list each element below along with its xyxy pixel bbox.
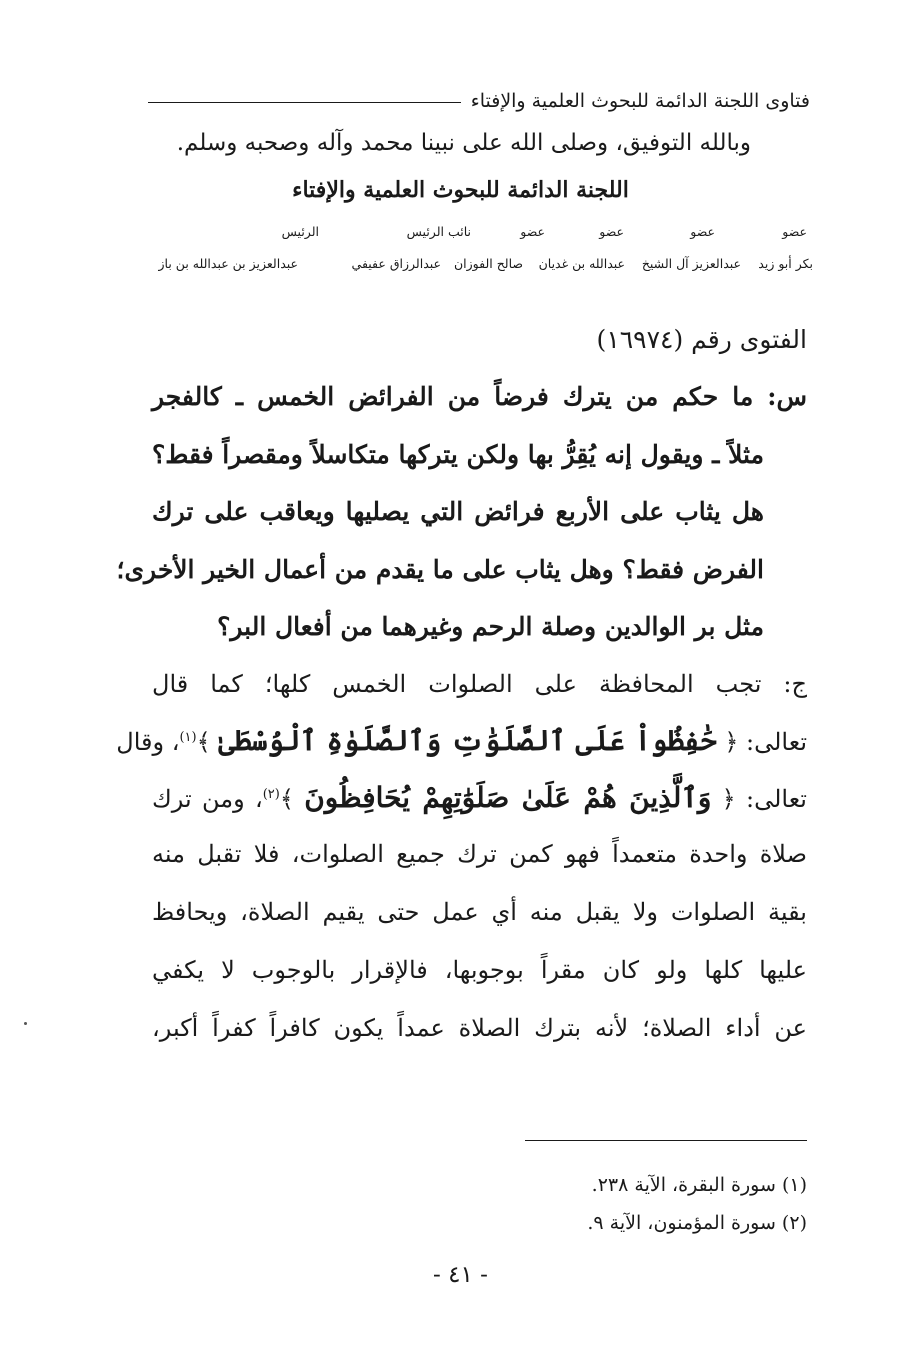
answer-text: تعالى: ﴿ [721,785,807,813]
signatory-name: عبدالعزيز بن عبدالله بن باز [158,256,298,271]
signatory-role: نائب الرئيس [406,224,471,239]
signatory-roles [135,224,807,244]
quran-verse: وَٱلَّذِينَ هُمْ عَلَىٰ صَلَوَٰتِهِمْ يُحَافِظُونَ [304,781,712,814]
closing-sentence: وبالله التوفيق، وصلى الله على نبينا محمد وآله وصحبه وسلم. [176,130,751,156]
answer-line-ayah [116,724,807,757]
question-line: الفرض فقط؟ وهل يثاب على ما يقدم من أعمال الخير الأخرى؛ [116,555,764,584]
signatory-name: عبدالله بن غديان [538,256,625,271]
answer-text: تعالى: ﴿ [724,728,807,756]
footnote-ref: (٢) [262,787,280,802]
signatory-name: بكر أبو زيد [758,256,813,271]
footnote-separator [525,1140,807,1141]
footnote: (١) سورة البقرة، الآية ٢٣٨. [591,1174,807,1196]
running-header [148,86,810,116]
fatwa-number: الفتوى رقم (١٦٩٧٤) [596,325,807,354]
signatory-name: عبدالعزيز آل الشيخ [641,256,741,271]
signatory-name: عبدالرزاق عفيفي [351,256,441,271]
answer-text: ﴾ [196,728,211,756]
signatory-role: عضو [690,224,715,239]
signatory-names [113,256,813,276]
header-rule [148,102,461,103]
quran-verse: حَٰفِظُواْ عَلَى ٱلصَّلَوَٰتِ وَٱلصَّلَوٰةِ ٱلْوُسْطَىٰ [218,724,717,757]
committee-name: اللجنة الدائمة للبحوث العلمية والإفتاء [292,177,629,203]
answer-line: عليها كلها ولو كان مقراً بوجوبها، فالإقرار بالوجوب لا يكفي [152,956,807,984]
page-number: - ٤١ - [433,1262,488,1288]
question-line: مثل بر الوالدين وصلة الرحم وغيرهما من أفعال البر؟ [217,612,764,641]
footnote-ref: (١) [179,730,197,745]
signatory-role: عضو [599,224,624,239]
signatory-role: عضو [782,224,807,239]
answer-text: ﴾ [279,785,294,813]
answer-text: ، ومن ترك [152,785,263,813]
scan-speck [24,1022,27,1025]
answer-line: ج: تجب المحافظة على الصلوات الخمس كلها؛ كما قال [152,670,807,698]
question-line: هل يثاب على الأربع فرائض التي يصليها ويعاقب على ترك [152,497,764,526]
question-line: مثلاً ـ ويقول إنه يُقِرُّ بها ولكن يتركها متكاسلاً ومقصراً فقط؟ [152,440,764,469]
signatory-name: صالح الفوزان [453,256,523,271]
question-line: س: ما حكم من يترك فرضاً من الفرائض الخمس ـ كالفجر [152,382,807,411]
answer-line-ayah [152,781,807,814]
answer-text: ، وقال [116,728,180,756]
signatory-role: عضو [520,224,545,239]
answer-line: عن أداء الصلاة؛ لأنه بترك الصلاة عمداً يكون كافراً كفراً أكبر، [152,1014,807,1042]
footnote: (٢) سورة المؤمنون، الآية ٩. [587,1212,807,1234]
running-header-title: فتاوى اللجنة الدائمة للبحوث العلمية والإفتاء [470,90,810,112]
answer-line: بقية الصلوات ولا يقبل منه أي عمل حتى يقيم الصلاة، ويحافظ [152,898,807,926]
answer-line: صلاة واحدة متعمداً فهو كمن ترك جميع الصلوات، فلا تقبل منه [152,840,807,868]
signatory-role: الرئيس [281,224,319,239]
